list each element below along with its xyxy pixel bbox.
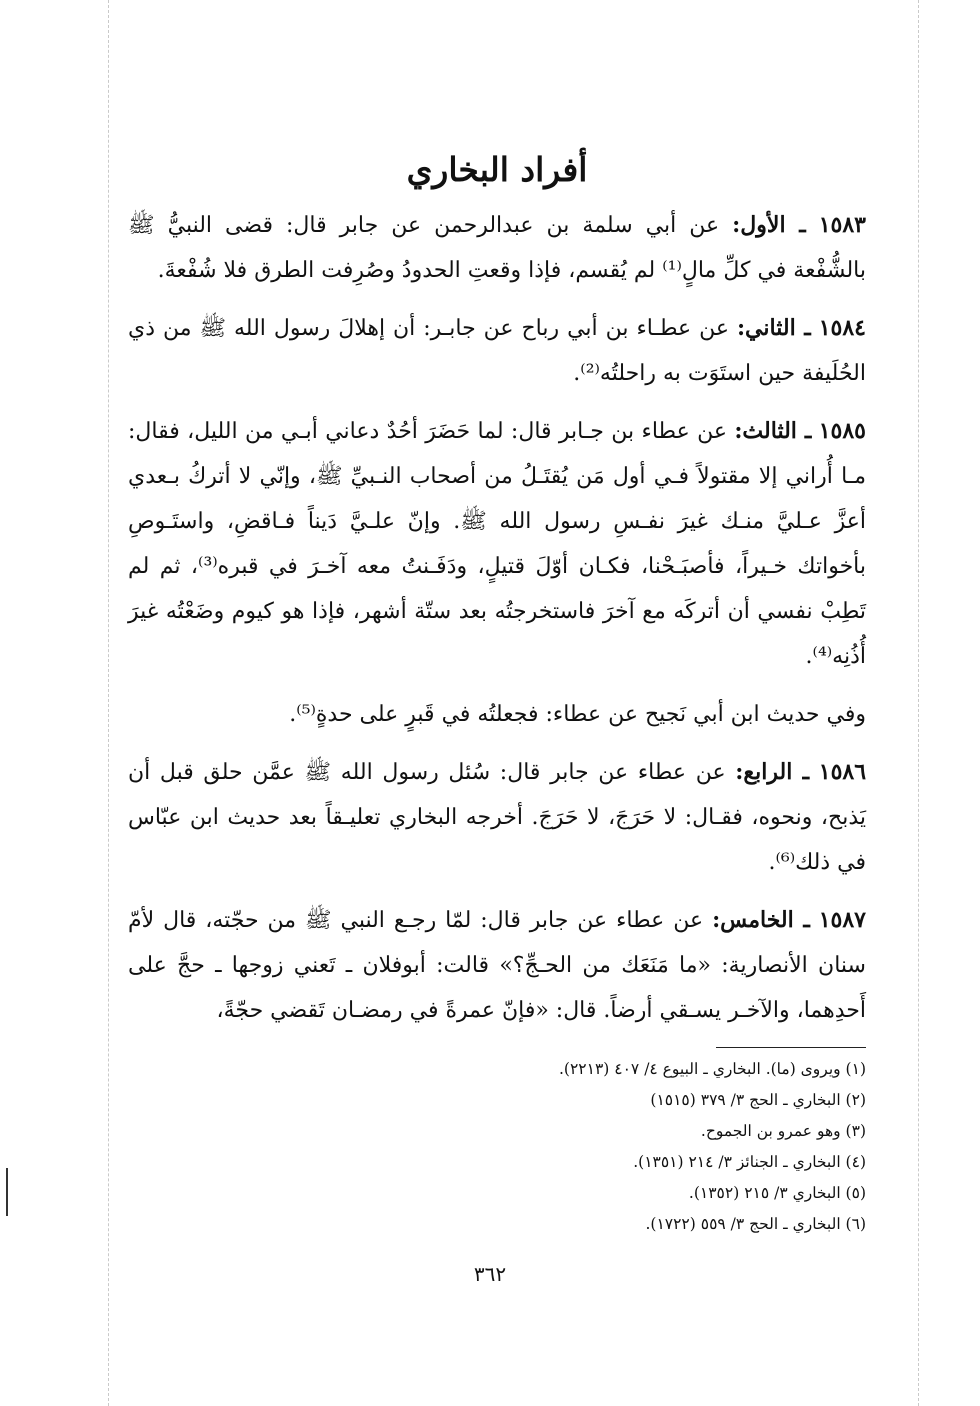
hadith-heading: ـ الأول: <box>732 212 806 238</box>
page-title: أفراد البخاري <box>406 150 588 189</box>
hadith-1585-addendum <box>128 692 866 737</box>
hadith-number: ١٥٨٣ <box>818 212 866 238</box>
hadith-text: عن عطـاء بن أبي رباح عن جابـر: أن إهلالَ رسول الله ﷺ من ذي الحُلَيفة حين استَوَت به راحلتُه⁽²⁾. <box>128 316 866 386</box>
hadith-heading: ـ الرابع: <box>735 759 810 785</box>
hadith-1586 <box>128 750 866 885</box>
hadith-text: عن عطاء عن جابر قال: سُئل رسول الله ﷺ عمَّن حلق قبل أن يَذبح، ونحوه، فقـال: لا حَرَجَ، لا حَرَجَ. أخرجه البخاري تعليـقاً بعد حديث ابن عبّاس في ذلك⁽⁶⁾. <box>128 760 866 875</box>
hadith-1585 <box>128 409 866 679</box>
footnotes <box>128 1054 866 1240</box>
hadith-number: ١٥٨٥ <box>818 418 866 444</box>
scan-edge-right <box>918 0 919 1406</box>
hadith-number: ١٥٨٤ <box>818 315 866 341</box>
footnote-6: (٦) البخاري ـ الحج ٣/ ٥٥٩ (١٧٢٢). <box>645 1215 866 1233</box>
hadith-text: عن أبي سلمة بن عبدالرحمن عن جابر قال: قضى النبيُّ ﷺ بالشُّفْعة في كلِّ مالٍ⁽¹⁾ لم يُقسم، فإذا وقعتِ الحدودُ وصُرِفت الطرق فلا شُفْعةَ. <box>128 213 866 283</box>
footnote-2: (٢) البخاري ـ الحج ٣/ ٣٧٩ (١٥١٥) <box>650 1091 866 1109</box>
footnote-1: (١) ويروى (ما). البخاري ـ البيوع ٤/ ٤٠٧ (٢٢١٣). <box>559 1060 866 1078</box>
footnote-5: (٥) البخاري ٣/ ٢١٥ (١٣٥٢). <box>688 1184 866 1202</box>
footnote-divider <box>716 1047 866 1048</box>
hadith-heading: ـ الخامس: <box>712 907 810 933</box>
footnote-4: (٤) البخاري ـ الجنائز ٣/ ٢١٤ (١٣٥١). <box>633 1153 866 1171</box>
hadith-1587 <box>128 898 866 1033</box>
scan-edge-left <box>108 0 109 1406</box>
hadith-1583 <box>128 203 866 293</box>
page-body <box>128 150 866 1240</box>
footnote-3: (٣) وهو عمرو بن الجموح. <box>700 1122 866 1140</box>
page-number: ٣٦٢ <box>473 1262 507 1286</box>
hadith-text: وفي حديث ابن أبي نَجيح عن عطاء: فجعلتُه في قَبرٍ على حدةٍ⁽⁵⁾. <box>289 702 866 727</box>
hadith-number: ١٥٨٧ <box>818 907 866 933</box>
hadith-text: عن عطاء بن جـابر قال: لما حَضَرَ أحُدٌ دعاني أبـي من الليل، فقال: مـا أُراني إلا مقتولاً فـي أول مَن يُقتَـلُ من أصحاب النـبيِّ ﷺ، وإنّي لا أتركُ بـعدي أعزَّ عـليَّ منـك غيرَ نفـسِ رسول الله ﷺ. وإنّ علـيَّ دَيناً فـاقضِ، واستَـوصِ بأخواتك خـيراً، فأصبَـحْنا، فكـان أوّلَ قتيلٍ، ودَفَـنتُ معه آخـرَ في قبره⁽³⁾، ثم لم تَطِبْ نفسي أن أتركَه مع آخرَ فاستخرجتُه بعد ستّة أشهر، فإذا هو كيوم وضَعْتُه غيرَ أُذُنِه⁽⁴⁾. <box>128 419 866 669</box>
hadith-number: ١٥٨٦ <box>818 759 867 785</box>
hadith-heading: ـ الثالث: <box>734 418 812 444</box>
hadith-heading: ـ الثاني: <box>736 315 811 341</box>
scan-artifact <box>6 1168 8 1216</box>
hadith-text: عن عطاء عن جابر قال: لمّا رجـع النبي ﷺ من حجّته، قال لأمّ سنان الأنصارية: «ما مَنَعَك من الحـجِّ؟» قالت: أبوفلان ـ تَعني زوجها ـ حجَّ على أَحدِهما، والآخـر يسـقي أرضاً. قال: «فإنّ عمرةً في رمضـان تَقضي حجّةً، <box>128 908 866 1023</box>
hadith-1584 <box>128 306 866 396</box>
